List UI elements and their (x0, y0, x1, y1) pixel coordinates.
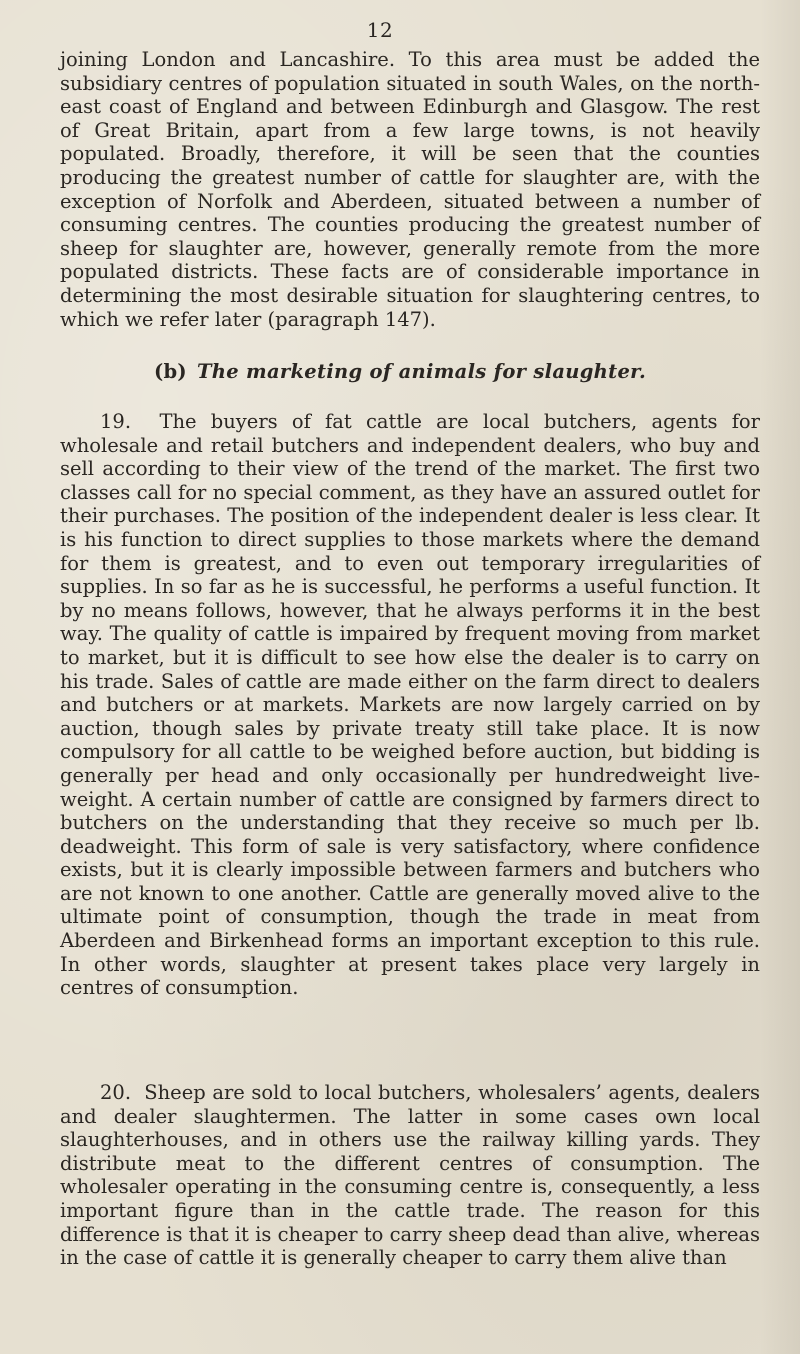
continued-paragraph (60, 48, 760, 331)
continued-paragraph-text: joining London and Lancashire. To this area must be added the subsidiary centres of population situated in south Wales, on the north-east coast of England and between Edinburgh and Glasgow. The rest of Great Britain, apart from a few large towns, is not heavily populated. Broadly, therefore, it will be seen that the counties producing the greatest number of cattle for slaughter are, with the exception of Norfolk and Aberdeen, situated between a number of consuming centres. The counties producing the greatest number of sheep for slaughter are, however, generally remote from the more populated districts. These facts are of considerable importance in determining the most desirable situation for slaughtering centres, to which we refer later (paragraph 147). (60, 48, 760, 331)
section-heading (0, 360, 800, 383)
paragraph-20 (60, 1081, 760, 1270)
section-title: The marketing of animals for slaughter. (196, 360, 647, 383)
paragraph-20-body (60, 1081, 760, 1270)
page-edge-shadow (760, 0, 800, 1354)
paragraph-number: 19. (100, 410, 132, 433)
section-label: (b) (153, 360, 187, 383)
paragraph-text: Sheep are sold to local butchers, wholesalers’ agents, dealers and dealer slaughtermen. The latter in some cases own local slaughterhouses, and in others use the railway killing yards. They distribute meat to the different centres of consumption. The wholesaler operating in the consuming centre is, consequently, a less important figure than in the cattle trade. The reason for this difference is that it is cheaper to carry sheep dead than alive, whereas in the case of cattle it is generally cheaper to carry them alive than (60, 1081, 760, 1270)
paragraph-text: The buyers of fat cattle are local butchers, agents for wholesale and retail butchers and independent dealers, who buy and sell according to their view of the trend of the market. The first two classes call for no special comment, as they have an assured outlet for their purchases. The position of the independent dealer is less clear. It is his function to direct supplies to those markets where the demand for them is greatest, and to even out temporary irregularities of supplies. In so far as he is successful, he performs a useful function. It by no means follows, however, that he always performs it in the best way. The quality of cattle is impaired by frequent moving from market to market, but it is difficult to see how else the dealer is to carry on his trade. Sales of cattle are made either on the farm direct to dealers and butchers or at markets. Markets are now largely carried on by auction, though sales by private treaty still take place. It is now compulsory for all cattle to be weighed before auction, but bidding is generally per head and only occasionally per hundredweight live-weight. A certain number of cattle are consigned by farmers direct to butchers on the understanding that they receive so much per lb. deadweight. This form of sale is very satisfactory, where confidence exists, but it is clearly impossible between farmers and butchers who are not known to one another. Cattle are generally moved alive to the ultimate point of consumption, though the trade in meat from Aberdeen and Birkenhead forms an important exception to this rule. In other words, slaughter at present takes place very largely in centres of consumption. (60, 410, 760, 1000)
page-number: 12 (366, 18, 394, 42)
paragraph-19-body (60, 410, 760, 1000)
paragraph-number: 20. (100, 1081, 132, 1104)
paragraph-19 (60, 410, 760, 1000)
